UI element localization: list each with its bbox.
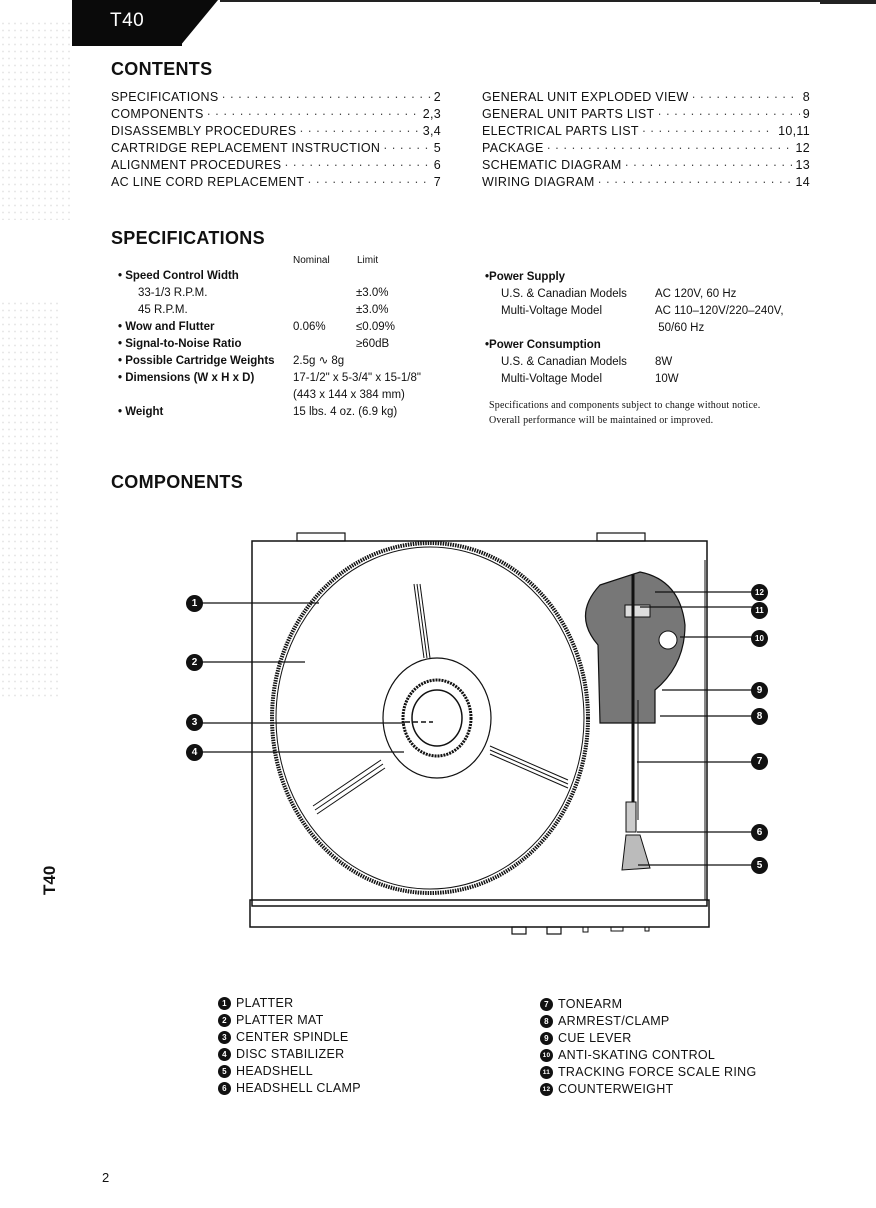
components-heading: COMPONENTS <box>111 472 244 492</box>
spec-col-nominal: Nominal <box>293 255 330 266</box>
spec-label: • Possible Cartridge Weights <box>118 355 275 367</box>
spec-value: 10W <box>655 373 679 385</box>
callout-5: 5 <box>751 857 768 874</box>
spec-label: Multi-Voltage Model <box>501 373 602 385</box>
legend-label: CUE LEVER <box>558 1031 632 1045</box>
legend-label: PLATTER <box>236 996 294 1010</box>
callout-9: 9 <box>751 682 768 699</box>
spec-label: • Weight <box>118 406 164 418</box>
model-title: T40 <box>110 10 145 31</box>
legend-label: TRACKING FORCE SCALE RING <box>558 1065 757 1079</box>
legend-item <box>218 995 361 1012</box>
legend-item <box>540 996 757 1013</box>
spec-label: • Wow and Flutter <box>118 321 215 333</box>
spec-note-line1: Specifications and components subject to change without notice. <box>489 400 761 411</box>
legend-label: HEADSHELL <box>236 1064 314 1078</box>
legend-item <box>540 1081 757 1098</box>
number-badge-icon: 11 <box>540 1066 553 1079</box>
legend-label: ARMREST/CLAMP <box>558 1014 670 1028</box>
contents-entry-page: 2,3 <box>422 107 441 121</box>
legend-item <box>218 1029 361 1046</box>
contents-entry-label: GENERAL UNIT PARTS LIST <box>482 107 655 121</box>
contents-entry-label: ELECTRICAL PARTS LIST <box>482 124 639 138</box>
spec-nominal: 2.5g ∿ 8g <box>293 355 345 367</box>
callout-11: 11 <box>751 602 768 619</box>
number-badge-icon: 1 <box>218 997 231 1010</box>
legend-item <box>218 1012 361 1029</box>
side-model-label: T40 <box>40 865 59 895</box>
legend-label: DISC STABILIZER <box>236 1047 345 1061</box>
number-badge-icon: 3 <box>218 1031 231 1044</box>
callout-2: 2 <box>186 654 203 671</box>
spec-limit: ≥60dB <box>356 338 390 350</box>
spec-label: • Dimensions (W x H x D) <box>118 372 255 384</box>
spec-value: 50/60 Hz <box>655 322 705 334</box>
legend-item <box>540 1030 757 1047</box>
contents-entry-page: 10,11 <box>778 124 810 138</box>
callout-4: 4 <box>186 744 203 761</box>
number-badge-icon: 10 <box>540 1049 553 1062</box>
contents-entry-label: AC LINE CORD REPLACEMENT <box>111 175 305 189</box>
contents-entry-label: CARTRIDGE REPLACEMENT INSTRUCTION <box>111 141 381 155</box>
number-badge-icon: 4 <box>218 1048 231 1061</box>
spec-nominal: 0.06% <box>293 321 326 333</box>
spec-label: • Speed Control Width <box>118 270 239 282</box>
legend-label: ANTI-SKATING CONTROL <box>558 1048 716 1062</box>
number-badge-icon: 7 <box>540 998 553 1011</box>
contents-entry-label: GENERAL UNIT EXPLODED VIEW <box>482 90 689 104</box>
spec-col-limit: Limit <box>357 255 379 266</box>
spec-nominal: 17-1/2" x 5-3/4" x 15-1/8" <box>293 372 421 384</box>
contents-entry-label: COMPONENTS <box>111 107 204 121</box>
legend-label: HEADSHELL CLAMP <box>236 1081 361 1095</box>
legend-item <box>218 1063 361 1080</box>
contents-entry-page: 12 <box>795 141 810 155</box>
contents-entry-page: 5 <box>433 141 441 155</box>
callout-10: 10 <box>751 630 768 647</box>
contents-heading: CONTENTS <box>111 59 213 79</box>
contents-entry-label: WIRING DIAGRAM <box>482 175 595 189</box>
contents-entry-page: 13 <box>795 158 810 172</box>
legend-item <box>540 1013 757 1030</box>
callout-3: 3 <box>186 714 203 731</box>
number-badge-icon: 2 <box>218 1014 231 1027</box>
spec-label: 33-1/3 R.P.M. <box>138 287 208 299</box>
spec-note-line2: Overall performance will be maintained or improved. <box>489 415 714 426</box>
spec-limit: ±3.0% <box>356 287 389 299</box>
contents-entry-page: 9 <box>802 107 810 121</box>
spec-label: U.S. & Canadian Models <box>501 288 627 300</box>
contents-entry-page: 14 <box>795 175 810 189</box>
spec-label: 45 R.P.M. <box>138 304 188 316</box>
contents-entry-label: PACKAGE <box>482 141 544 155</box>
spec-label: •Power Consumption <box>485 339 601 351</box>
callout-1: 1 <box>186 595 203 612</box>
spec-limit: ±3.0% <box>356 304 389 316</box>
legend-label: CENTER SPINDLE <box>236 1030 349 1044</box>
legend-label: COUNTERWEIGHT <box>558 1082 674 1096</box>
spec-value: AC 110–120V/220–240V, <box>655 305 784 317</box>
callout-12: 12 <box>751 584 768 601</box>
number-badge-icon: 12 <box>540 1083 553 1096</box>
legend-label: TONEARM <box>558 997 623 1011</box>
contents-entry-page: 8 <box>802 90 810 104</box>
contents-entry-page: 6 <box>433 158 441 172</box>
legend-item <box>540 1064 757 1081</box>
legend-item <box>218 1046 361 1063</box>
spec-value: 8W <box>655 356 673 368</box>
spec-label: •Power Supply <box>485 271 566 283</box>
spec-limit: ≤0.09% <box>356 321 395 333</box>
spec-label: • Signal-to-Noise Ratio <box>118 338 242 350</box>
legend-item <box>218 1080 361 1097</box>
specifications-heading: SPECIFICATIONS <box>111 228 265 248</box>
callout-8: 8 <box>751 708 768 725</box>
spec-label: U.S. & Canadian Models <box>501 356 627 368</box>
contents-entry-label: SPECIFICATIONS <box>111 90 219 104</box>
page-number: 2 <box>102 1170 110 1185</box>
spec-label: Multi-Voltage Model <box>501 305 602 317</box>
number-badge-icon: 5 <box>218 1065 231 1078</box>
number-badge-icon: 8 <box>540 1015 553 1028</box>
callout-6: 6 <box>751 824 768 841</box>
contents-entry-page: 2 <box>433 90 441 104</box>
contents-entry-label: ALIGNMENT PROCEDURES <box>111 158 282 172</box>
contents-entry-page: 7 <box>433 175 441 189</box>
contents-entry-label: DISASSEMBLY PROCEDURES <box>111 124 297 138</box>
number-badge-icon: 9 <box>540 1032 553 1045</box>
spec-nominal: 15 lbs. 4 oz. (6.9 kg) <box>293 406 398 418</box>
contents-entry-page: 3,4 <box>422 124 441 138</box>
components-legend-right <box>540 996 757 1098</box>
legend-label: PLATTER MAT <box>236 1013 324 1027</box>
contents-entry-label: SCHEMATIC DIAGRAM <box>482 158 622 172</box>
components-legend-left <box>218 995 361 1097</box>
spec-value: AC 120V, 60 Hz <box>655 288 737 300</box>
spec-nominal: (443 x 144 x 384 mm) <box>293 389 405 401</box>
legend-item <box>540 1047 757 1064</box>
callout-7: 7 <box>751 753 768 770</box>
number-badge-icon: 6 <box>218 1082 231 1095</box>
